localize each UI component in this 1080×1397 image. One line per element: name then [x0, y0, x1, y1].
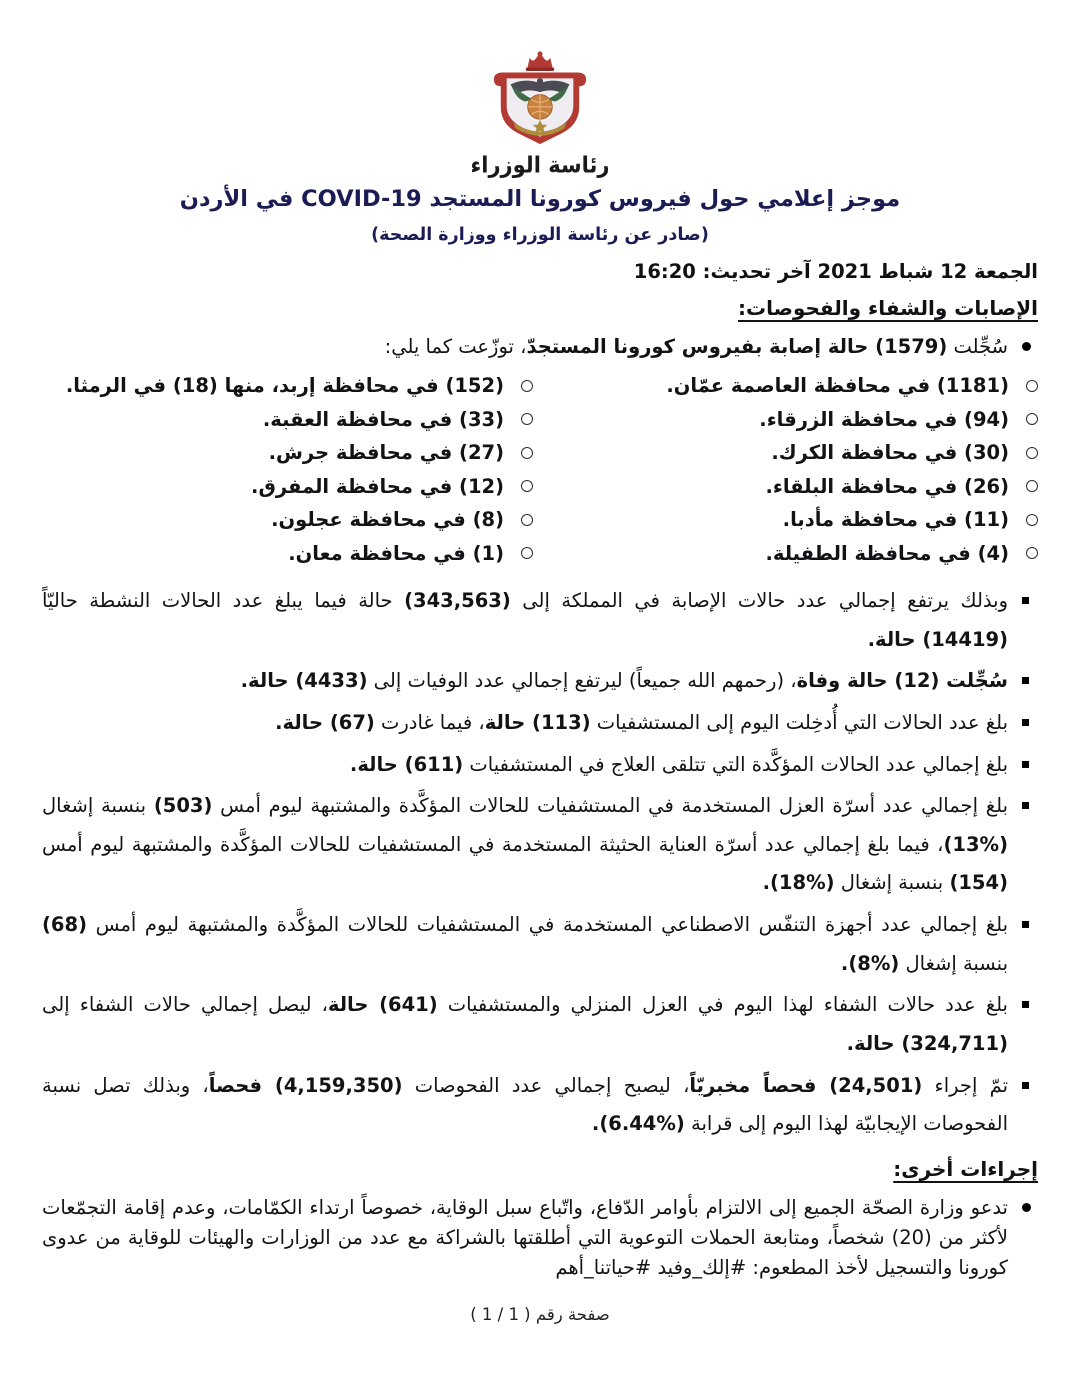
stat-item	[42, 662, 1038, 701]
crown-icon	[526, 51, 554, 71]
governorate-label: (152) في محافظة إربد، منها (18) في الرمثا.	[65, 374, 504, 398]
governorate-item	[42, 369, 533, 403]
square-bullet-icon	[1022, 719, 1029, 726]
stat-text: بلغ إجمالي عدد أسرّة العزل المستخدمة في المستشفيات للحالات المؤكَّدة والمشتبهة ليوم أمس (503) بنسبة إشغال (%13)، فيما بلغ إجمالي عدد أسرّة العناية الحثيثة المستخدمة في المستشفيات للحالات المؤكَّدة والمشتبهة ليوم أمس (154) بنسبة إشغال (%18).	[42, 794, 1009, 895]
square-bullet-icon	[1022, 1082, 1029, 1089]
circle-bullet-icon	[521, 514, 533, 526]
governorate-item	[547, 369, 1038, 403]
stat-item	[42, 787, 1038, 903]
governorate-label: (26) في محافظة البلقاء.	[765, 474, 1009, 498]
stat-item	[42, 704, 1038, 743]
disc-bullet-icon	[1022, 1203, 1031, 1212]
stat-text: بلغ عدد الحالات التي أُدخِلت اليوم إلى المستشفيات (113) حالة، فيما غادرت (67) حالة.	[275, 711, 1008, 735]
circle-bullet-icon	[1026, 413, 1038, 425]
org-name: رئاسة الوزراء	[470, 152, 610, 178]
document-title: موجز إعلامي حول فيروس كورونا المستجد COVID-19 في الأردن	[179, 186, 901, 212]
circle-bullet-icon	[521, 447, 533, 459]
circle-bullet-icon	[521, 480, 533, 492]
globe-icon	[528, 95, 553, 120]
stats-list	[42, 582, 1038, 1144]
governorate-label: (8) في محافظة عجلون.	[271, 508, 504, 532]
governorate-item	[42, 403, 533, 437]
square-bullet-icon	[1022, 1001, 1029, 1008]
governorate-label: (12) في محافظة المفرق.	[251, 474, 504, 498]
circle-bullet-icon	[521, 413, 533, 425]
stat-item	[42, 1067, 1038, 1144]
governorate-label: (11) في محافظة مأدبا.	[782, 508, 1009, 532]
stat-item	[42, 906, 1038, 983]
stat-item	[42, 746, 1038, 785]
stat-text: سُجِّلت (12) حالة وفاة، (رحمهم الله جميعاً) ليرتفع إجمالي عدد الوفيات إلى (4433) حالة.	[240, 669, 1008, 693]
square-bullet-icon	[1022, 597, 1029, 604]
governorate-item	[547, 436, 1038, 470]
intro-bullet	[42, 332, 1038, 362]
governorate-item	[547, 403, 1038, 437]
governorate-label: (27) في محافظة جرش.	[268, 441, 504, 465]
governorate-label: (1181) في محافظة العاصمة عمّان.	[666, 374, 1009, 398]
governorate-item	[547, 503, 1038, 537]
square-bullet-icon	[1022, 677, 1029, 684]
stat-item	[42, 986, 1038, 1063]
governorate-label: (4) في محافظة الطفيلة.	[765, 541, 1009, 565]
governorate-label: (33) في محافظة العقبة.	[262, 407, 504, 431]
stat-text: بلغ عدد حالات الشفاء لهذا اليوم في العزل المنزلي والمستشفيات (641) حالة، ليصل إجمالي حالات الشفاء إلى (324,711) حالة.	[42, 993, 1008, 1055]
circle-bullet-icon	[1026, 547, 1038, 559]
document-subtitle: (صادر عن رئاسة الوزراء ووزارة الصحة)	[371, 225, 709, 245]
governorate-item	[42, 436, 533, 470]
governorates-list	[42, 369, 1038, 570]
stat-item	[42, 582, 1038, 659]
logo-block	[42, 50, 1038, 176]
measures-text: تدعو وزارة الصحّة الجميع إلى الالتزام بأوامر الدّفاع، واتّباع سبل الوقاية، خصوصاً ارتداء الكمّامات، وعدم إقامة التجمّعات لأكثر من (20) شخصاً، ومتابعة الحملات التوعوية التي أطلقتها بالشراكة مع عدد من الوزارات والهيئات للوقاية من عدوى كورونا والتسجيل لأخذ المطعوم: #إلك_وفيد #حياتنا_أهم	[42, 1195, 1009, 1280]
jordan-coat-of-arms-icon	[481, 50, 599, 150]
stat-text: وبذلك يرتفع إجمالي عدد حالات الإصابة في المملكة إلى (343,563) حالة فيما يبلغ عدد الحالات النشطة حاليّاً (14419) حالة.	[42, 589, 1008, 651]
governorate-item	[547, 470, 1038, 504]
circle-bullet-icon	[1026, 380, 1038, 392]
governorate-label: (30) في محافظة الكرك.	[771, 441, 1009, 465]
stat-text: بلغ إجمالي عدد الحالات المؤكَّدة التي تتلقى العلاج في المستشفيات (611) حالة.	[349, 752, 1008, 776]
section-heading-measures: إجراءات أخرى:	[893, 1156, 1038, 1181]
footer-page-number: صفحة رقم ( 1 / 1 )	[470, 1305, 610, 1325]
governorate-item	[547, 537, 1038, 571]
governorate-item	[42, 470, 533, 504]
section-heading-infections: الإصابات والشفاء والفحوصات:	[738, 296, 1038, 320]
square-bullet-icon	[1022, 761, 1029, 768]
circle-bullet-icon	[1026, 480, 1038, 492]
governorate-label: (94) في محافظة الزرقاء.	[759, 407, 1009, 431]
disc-bullet-icon	[1022, 342, 1031, 351]
square-bullet-icon	[1022, 802, 1029, 809]
governorate-item	[42, 503, 533, 537]
circle-bullet-icon	[1026, 514, 1038, 526]
circle-bullet-icon	[1026, 447, 1038, 459]
circle-bullet-icon	[521, 380, 533, 392]
governorate-label: (1) في محافظة معان.	[288, 541, 504, 565]
square-bullet-icon	[1022, 921, 1029, 928]
intro-bullet-text: سُجِّلت (1579) حالة إصابة بفيروس كورونا المستجدّ، توزّعت كما يلي:	[384, 335, 1008, 358]
governorate-item	[42, 537, 533, 571]
stat-text: تمّ إجراء (24,501) فحصاً مخبريّاً، ليصبح إجمالي عدد الفحوصات (4,159,350) فحصاً، وبذلك تصل نسبة الفحوصات الإيجابيّة لهذا اليوم إلى قرابة (%6.44).	[42, 1073, 1008, 1136]
circle-bullet-icon	[521, 547, 533, 559]
date-line: الجمعة 12 شباط 2021 آخر تحديث: 16:20	[633, 260, 1038, 283]
stat-text: بلغ إجمالي عدد أجهزة التنفّس الاصطناعي المستخدمة في المستشفيات للحالات المؤكَّدة والمشتبهة ليوم أمس (68) بنسبة إشغال (%8).	[42, 913, 1008, 975]
measures-item	[42, 1193, 1038, 1284]
